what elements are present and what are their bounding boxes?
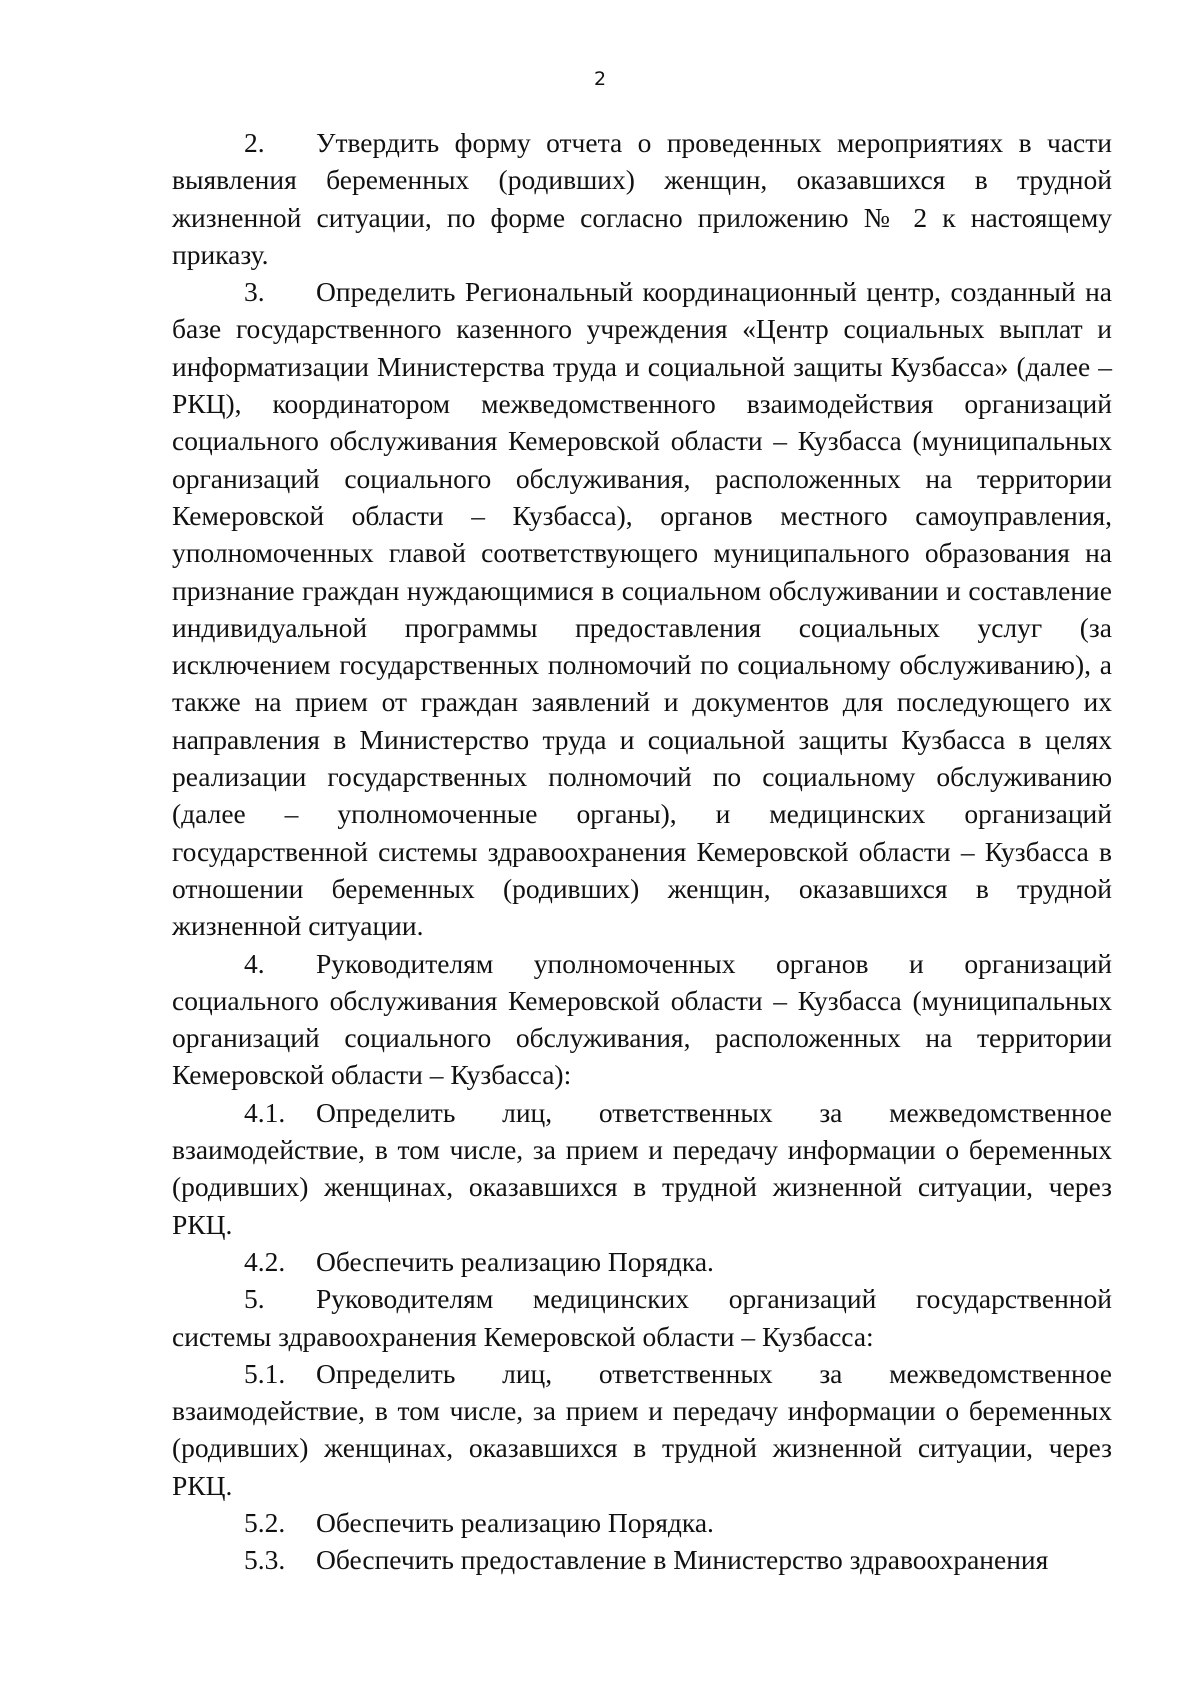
paragraph-text: Обеспечить реализацию Порядка. [316,1506,714,1538]
paragraph-text: Руководителям уполномоченных органов и организаций социального обслуживания Кемеровской области – Кузбасса (муниципальных организаций социального обслуживания, расположенных на территории Кемеровской области – Кузбасса): [172,947,1112,1091]
paragraph-text: Обеспечить предоставление в Министерство здравоохранения [316,1544,1049,1576]
paragraph-5-1 [172,1355,1112,1504]
paragraph-2 [172,124,1112,273]
paragraph-number: 4. [244,947,265,979]
paragraph-number: 5.2. [244,1506,286,1538]
document-body [172,124,1112,1579]
paragraph-number: 5.3. [244,1544,286,1576]
paragraph-5-3 [172,1541,1112,1578]
paragraph-number: 4.1. [244,1096,286,1128]
paragraph-text: Руководителям медицинских организаций государственной системы здравоохранения Кемеровской области – Кузбасса: [172,1283,1112,1352]
paragraph-number: 5.1. [244,1357,286,1389]
paragraph-text: Определить лиц, ответственных за межведомственное взаимодействие, в том числе, за прием и передачу информации о беременных (родивших) женщинах, оказавшихся в трудной жизненной ситуации, через РКЦ. [172,1357,1112,1501]
paragraph-text: Утвердить форму отчета о проведенных мероприятиях в части выявления беременных (родивших) женщин, оказавшихся в трудной жизненной ситуации, по форме согласно приложению № 2 к настоящему приказу. [172,127,1112,270]
paragraph-text: Определить Региональный координационный центр, созданный на базе государственного казенного учреждения «Центр социальных выплат и информатизации Министерства труда и социальной защиты Кузбасса» (далее – РКЦ), координатором межведомственного взаимодействия организаций социального обслуживания Кемеровской области – Кузбасса (муниципальных организаций социального обслуживания, расположенных на территории Кемеровской области – Кузбасса), органов местного самоуправления, уполномоченных главой соответствующего муниципального образования на признание граждан нуждающимися в социальном обслуживании и составление индивидуальной программы предоставления социальных услуг (за исключением государственных полномочий по социальному обслуживанию), а также на прием от граждан заявлений и документов для последующего их направления в Министерство труда и социальной защиты Кузбасса в целях реализации государственных полномочий по социальному обслуживанию (далее – уполномоченные органы), и медицинских организаций государственной системы здравоохранения Кемеровской области – Кузбасса в отношении беременных (родивших) женщин, оказавшихся в трудной жизненной ситуации. [172,276,1112,942]
paragraph-5 [172,1280,1112,1355]
paragraph-4-1 [172,1094,1112,1243]
paragraph-number: 5. [244,1283,265,1315]
paragraph-4-2 [172,1243,1112,1280]
paragraph-number: 3. [244,276,265,308]
paragraph-3 [172,273,1112,944]
paragraph-number: 2. [244,127,265,158]
paragraph-5-2 [172,1504,1112,1541]
paragraph-text: Определить лиц, ответственных за межведомственное взаимодействие, в том числе, за прием и передачу информации о беременных (родивших) женщинах, оказавшихся в трудной жизненной ситуации, через РКЦ. [172,1096,1112,1240]
paragraph-text: Обеспечить реализацию Порядка. [316,1245,714,1277]
paragraph-4 [172,945,1112,1094]
paragraph-number: 4.2. [244,1245,286,1277]
page-number: 2 [593,68,607,90]
